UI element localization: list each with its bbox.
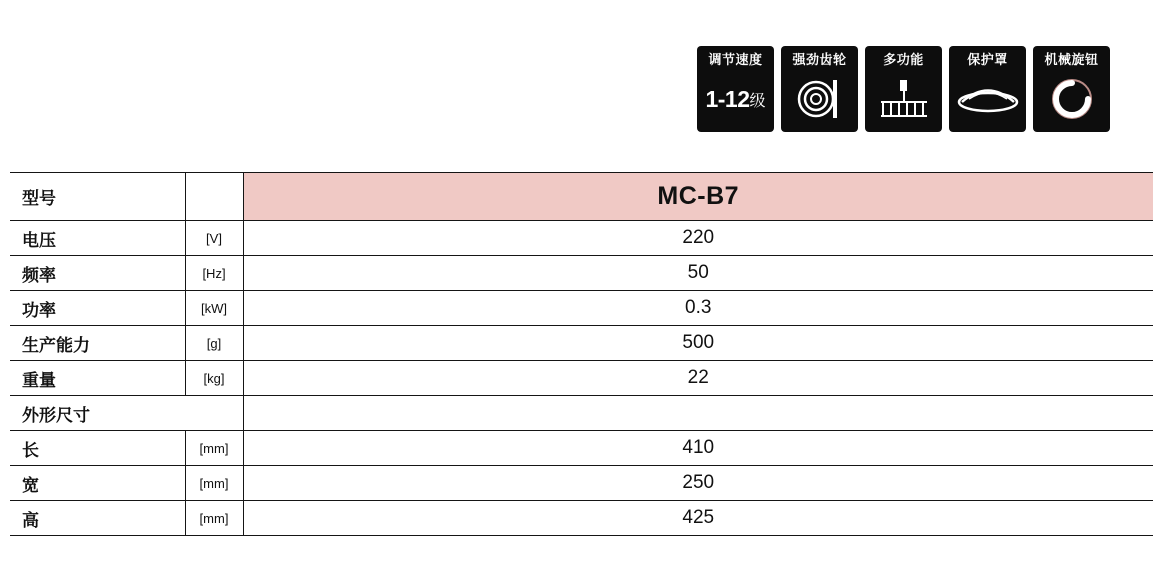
section-label: 外形尺寸 — [10, 396, 185, 431]
section-value-cell — [243, 396, 1153, 431]
row-label: 电压 — [10, 221, 185, 256]
row-value: 220 — [243, 221, 1153, 256]
badge-title: 机械旋钮 — [1044, 52, 1099, 67]
section-unit-cell — [185, 396, 243, 431]
table-row — [10, 431, 1153, 466]
badge-title: 多功能 — [883, 52, 924, 67]
row-unit: [mm] — [185, 466, 243, 501]
row-value: 250 — [243, 466, 1153, 501]
table-row — [10, 501, 1153, 536]
badge-protective-cover — [949, 46, 1026, 132]
row-unit: [kg] — [185, 361, 243, 396]
speed-levels-icon — [697, 66, 774, 132]
knob-icon — [1033, 66, 1110, 132]
row-unit: [mm] — [185, 431, 243, 466]
badge-strong-gear — [781, 46, 858, 132]
row-unit: [g] — [185, 326, 243, 361]
model-label: 型号 — [10, 173, 185, 221]
model-value: MC-B7 — [243, 173, 1153, 221]
table-row — [10, 291, 1153, 326]
gear-icon — [781, 66, 858, 132]
row-label: 生产能力 — [10, 326, 185, 361]
table-section-dimensions — [10, 396, 1153, 431]
whisk-icon — [865, 66, 942, 132]
badge-speed-control — [697, 46, 774, 132]
table-row — [10, 361, 1153, 396]
feature-badges — [697, 46, 1110, 132]
row-value: 425 — [243, 501, 1153, 536]
model-unit-cell — [185, 173, 243, 221]
row-unit: [kW] — [185, 291, 243, 326]
row-label: 高 — [10, 501, 185, 536]
speed-value: 1-12 — [705, 85, 750, 112]
specification-table — [10, 172, 1153, 536]
row-unit: [Hz] — [185, 256, 243, 291]
badge-title: 调节速度 — [708, 52, 763, 67]
row-label: 宽 — [10, 466, 185, 501]
row-label: 频率 — [10, 256, 185, 291]
badge-title: 强劲齿轮 — [792, 52, 847, 67]
shield-cover-icon — [949, 66, 1026, 132]
row-value: 500 — [243, 326, 1153, 361]
row-value: 410 — [243, 431, 1153, 466]
row-label: 功率 — [10, 291, 185, 326]
table-row — [10, 221, 1153, 256]
row-label: 重量 — [10, 361, 185, 396]
row-value: 22 — [243, 361, 1153, 396]
table-row — [10, 256, 1153, 291]
row-value: 50 — [243, 256, 1153, 291]
badge-title: 保护罩 — [967, 52, 1008, 67]
table-row-model — [10, 173, 1153, 221]
row-label: 长 — [10, 431, 185, 466]
row-value: 0.3 — [243, 291, 1153, 326]
row-unit: [mm] — [185, 501, 243, 536]
row-unit: [V] — [185, 221, 243, 256]
badge-multifunction — [865, 46, 942, 132]
badge-mechanical-knob — [1033, 46, 1110, 132]
table-row — [10, 326, 1153, 361]
speed-suffix: 级 — [749, 92, 766, 110]
table-row — [10, 466, 1153, 501]
